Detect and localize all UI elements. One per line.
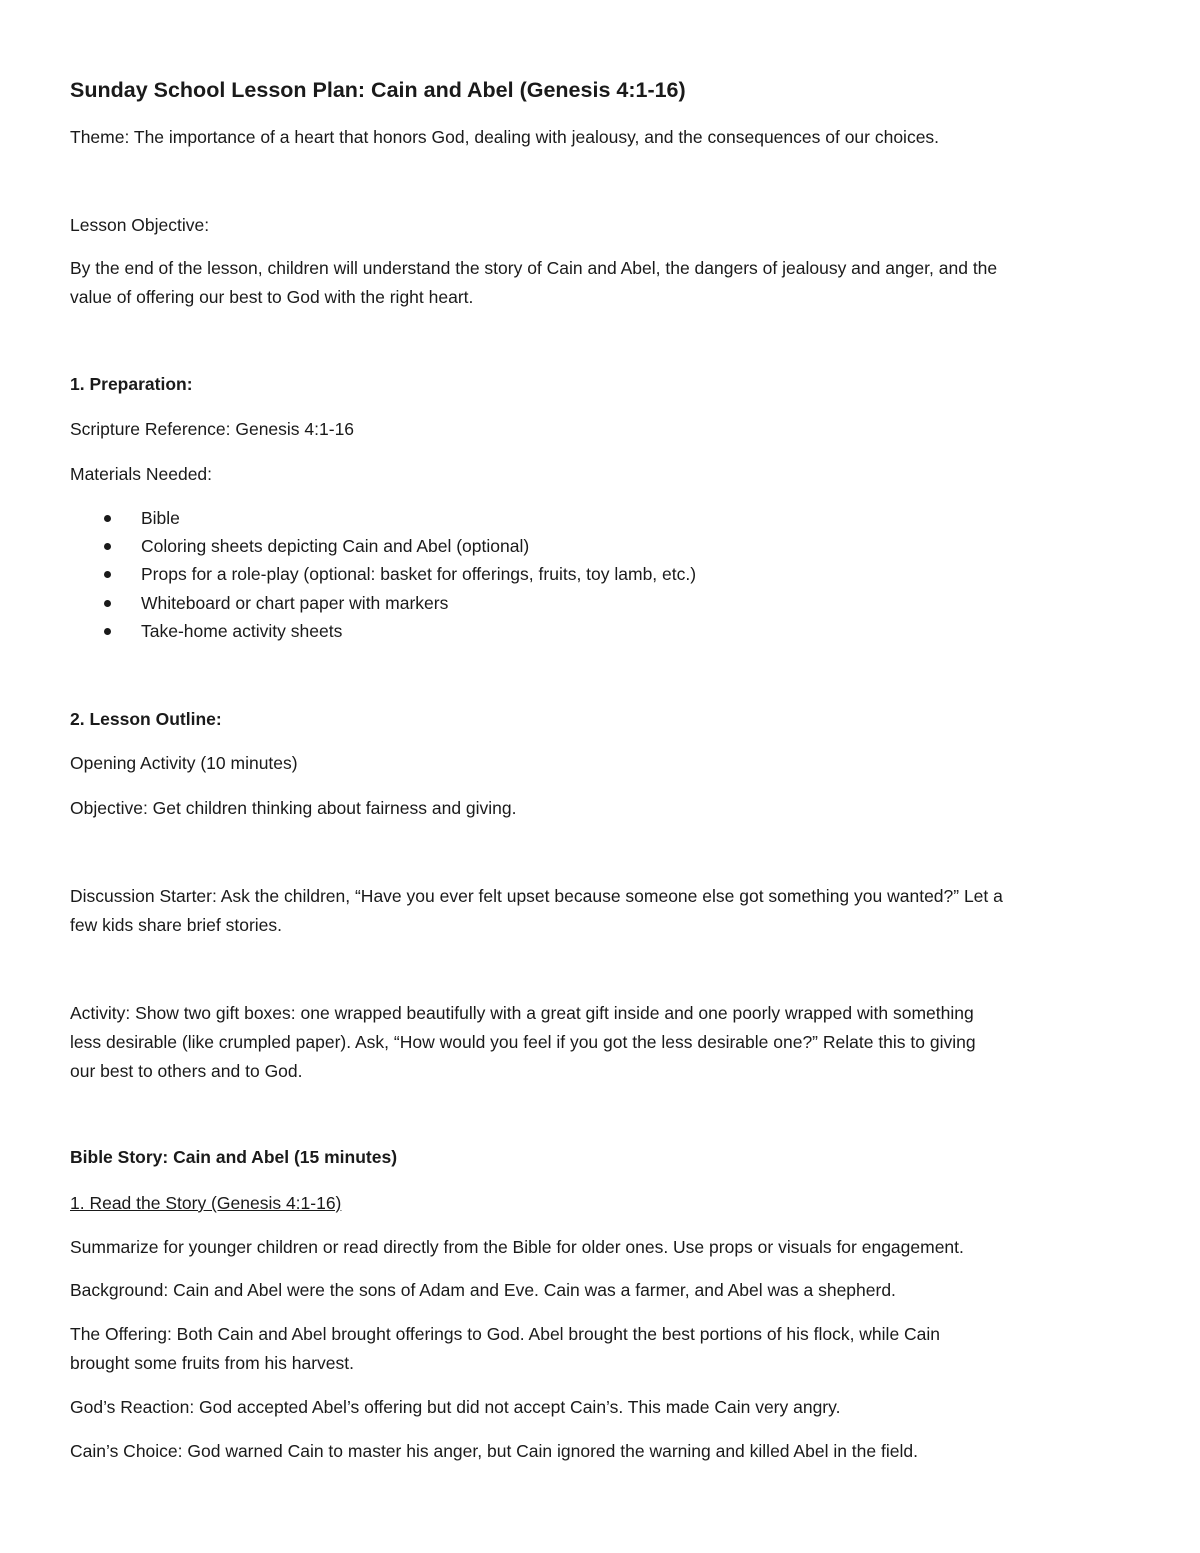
bullet-icon xyxy=(104,515,111,522)
list-item xyxy=(70,532,1130,560)
read-story-subheading: 1. Read the Story (Genesis 4:1-16) xyxy=(70,1193,342,1213)
list-item-text: Props for a role-play (optional: basket for offerings, fruits, toy lamb, etc.) xyxy=(141,564,697,585)
list-item xyxy=(70,560,1130,588)
discussion-line-2: few kids share brief stories. xyxy=(70,915,283,935)
list-item xyxy=(70,589,1130,617)
bullet-icon xyxy=(104,571,111,578)
list-item xyxy=(70,617,1130,645)
list-item xyxy=(70,504,1130,532)
objective-heading: Lesson Objective: xyxy=(70,215,210,235)
materials-heading: Materials Needed: xyxy=(70,464,213,484)
opening-activity: Opening Activity (10 minutes) xyxy=(70,753,298,773)
offering-line-2: brought some fruits from his harvest. xyxy=(70,1353,354,1373)
reaction-text: God’s Reaction: God accepted Abel’s offering but did not accept Cain’s. This made Cain very angry. xyxy=(70,1397,841,1417)
objective-text-line-1: By the end of the lesson, children will understand the story of Cain and Abel, the dangers of jealousy and anger, and the xyxy=(70,258,998,278)
scripture-reference: Scripture Reference: Genesis 4:1-16 xyxy=(70,419,355,439)
list-item-text: Bible xyxy=(141,508,180,528)
background-text: Background: Cain and Abel were the sons of Adam and Eve. Cain was a farmer, and Abel was a shepherd. xyxy=(70,1280,896,1300)
bullet-icon xyxy=(104,600,111,607)
list-item-text: Whiteboard or chart paper with markers xyxy=(141,592,449,613)
bible-story-heading: Bible Story: Cain and Abel (15 minutes) xyxy=(70,1147,398,1167)
list-item-text: Coloring sheets depicting Cain and Abel (optional) xyxy=(141,536,530,557)
activity-line-3: our best to others and to God. xyxy=(70,1061,303,1081)
bullet-icon xyxy=(104,543,111,550)
activity-line-1: Activity: Show two gift boxes: one wrapped beautifully with a great gift inside and one poorly wrapped with something xyxy=(70,1003,974,1023)
page-title: Sunday School Lesson Plan: Cain and Abel (Genesis 4:1-16) xyxy=(70,78,686,102)
opening-objective: Objective: Get children thinking about fairness and giving. xyxy=(70,798,517,818)
preparation-heading: 1. Preparation: xyxy=(70,374,193,394)
discussion-line-1: Discussion Starter: Ask the children, “Have you ever felt upset because someone else got something you wanted?” Let a xyxy=(70,886,1003,906)
choice-text: Cain’s Choice: God warned Cain to master his anger, but Cain ignored the warning and killed Abel in the field. xyxy=(70,1441,918,1461)
bullet-icon xyxy=(104,628,111,635)
summarize-text: Summarize for younger children or read directly from the Bible for older ones. Use props or visuals for engagement. xyxy=(70,1237,964,1257)
theme-text: Theme: The importance of a heart that honors God, dealing with jealousy, and the consequences of our choices. xyxy=(70,127,940,147)
lesson-outline-heading: 2. Lesson Outline: xyxy=(70,709,222,729)
objective-text-line-2: value of offering our best to God with the right heart. xyxy=(70,287,474,307)
materials-list xyxy=(70,504,1130,645)
offering-line-1: The Offering: Both Cain and Abel brought offerings to God. Abel brought the best portions of his flock, while Cain xyxy=(70,1324,941,1344)
activity-line-2: less desirable (like crumpled paper). Ask, “How would you feel if you got the less desirable one?” Relate this to giving xyxy=(70,1032,976,1052)
list-item-text: Take-home activity sheets xyxy=(141,620,343,641)
